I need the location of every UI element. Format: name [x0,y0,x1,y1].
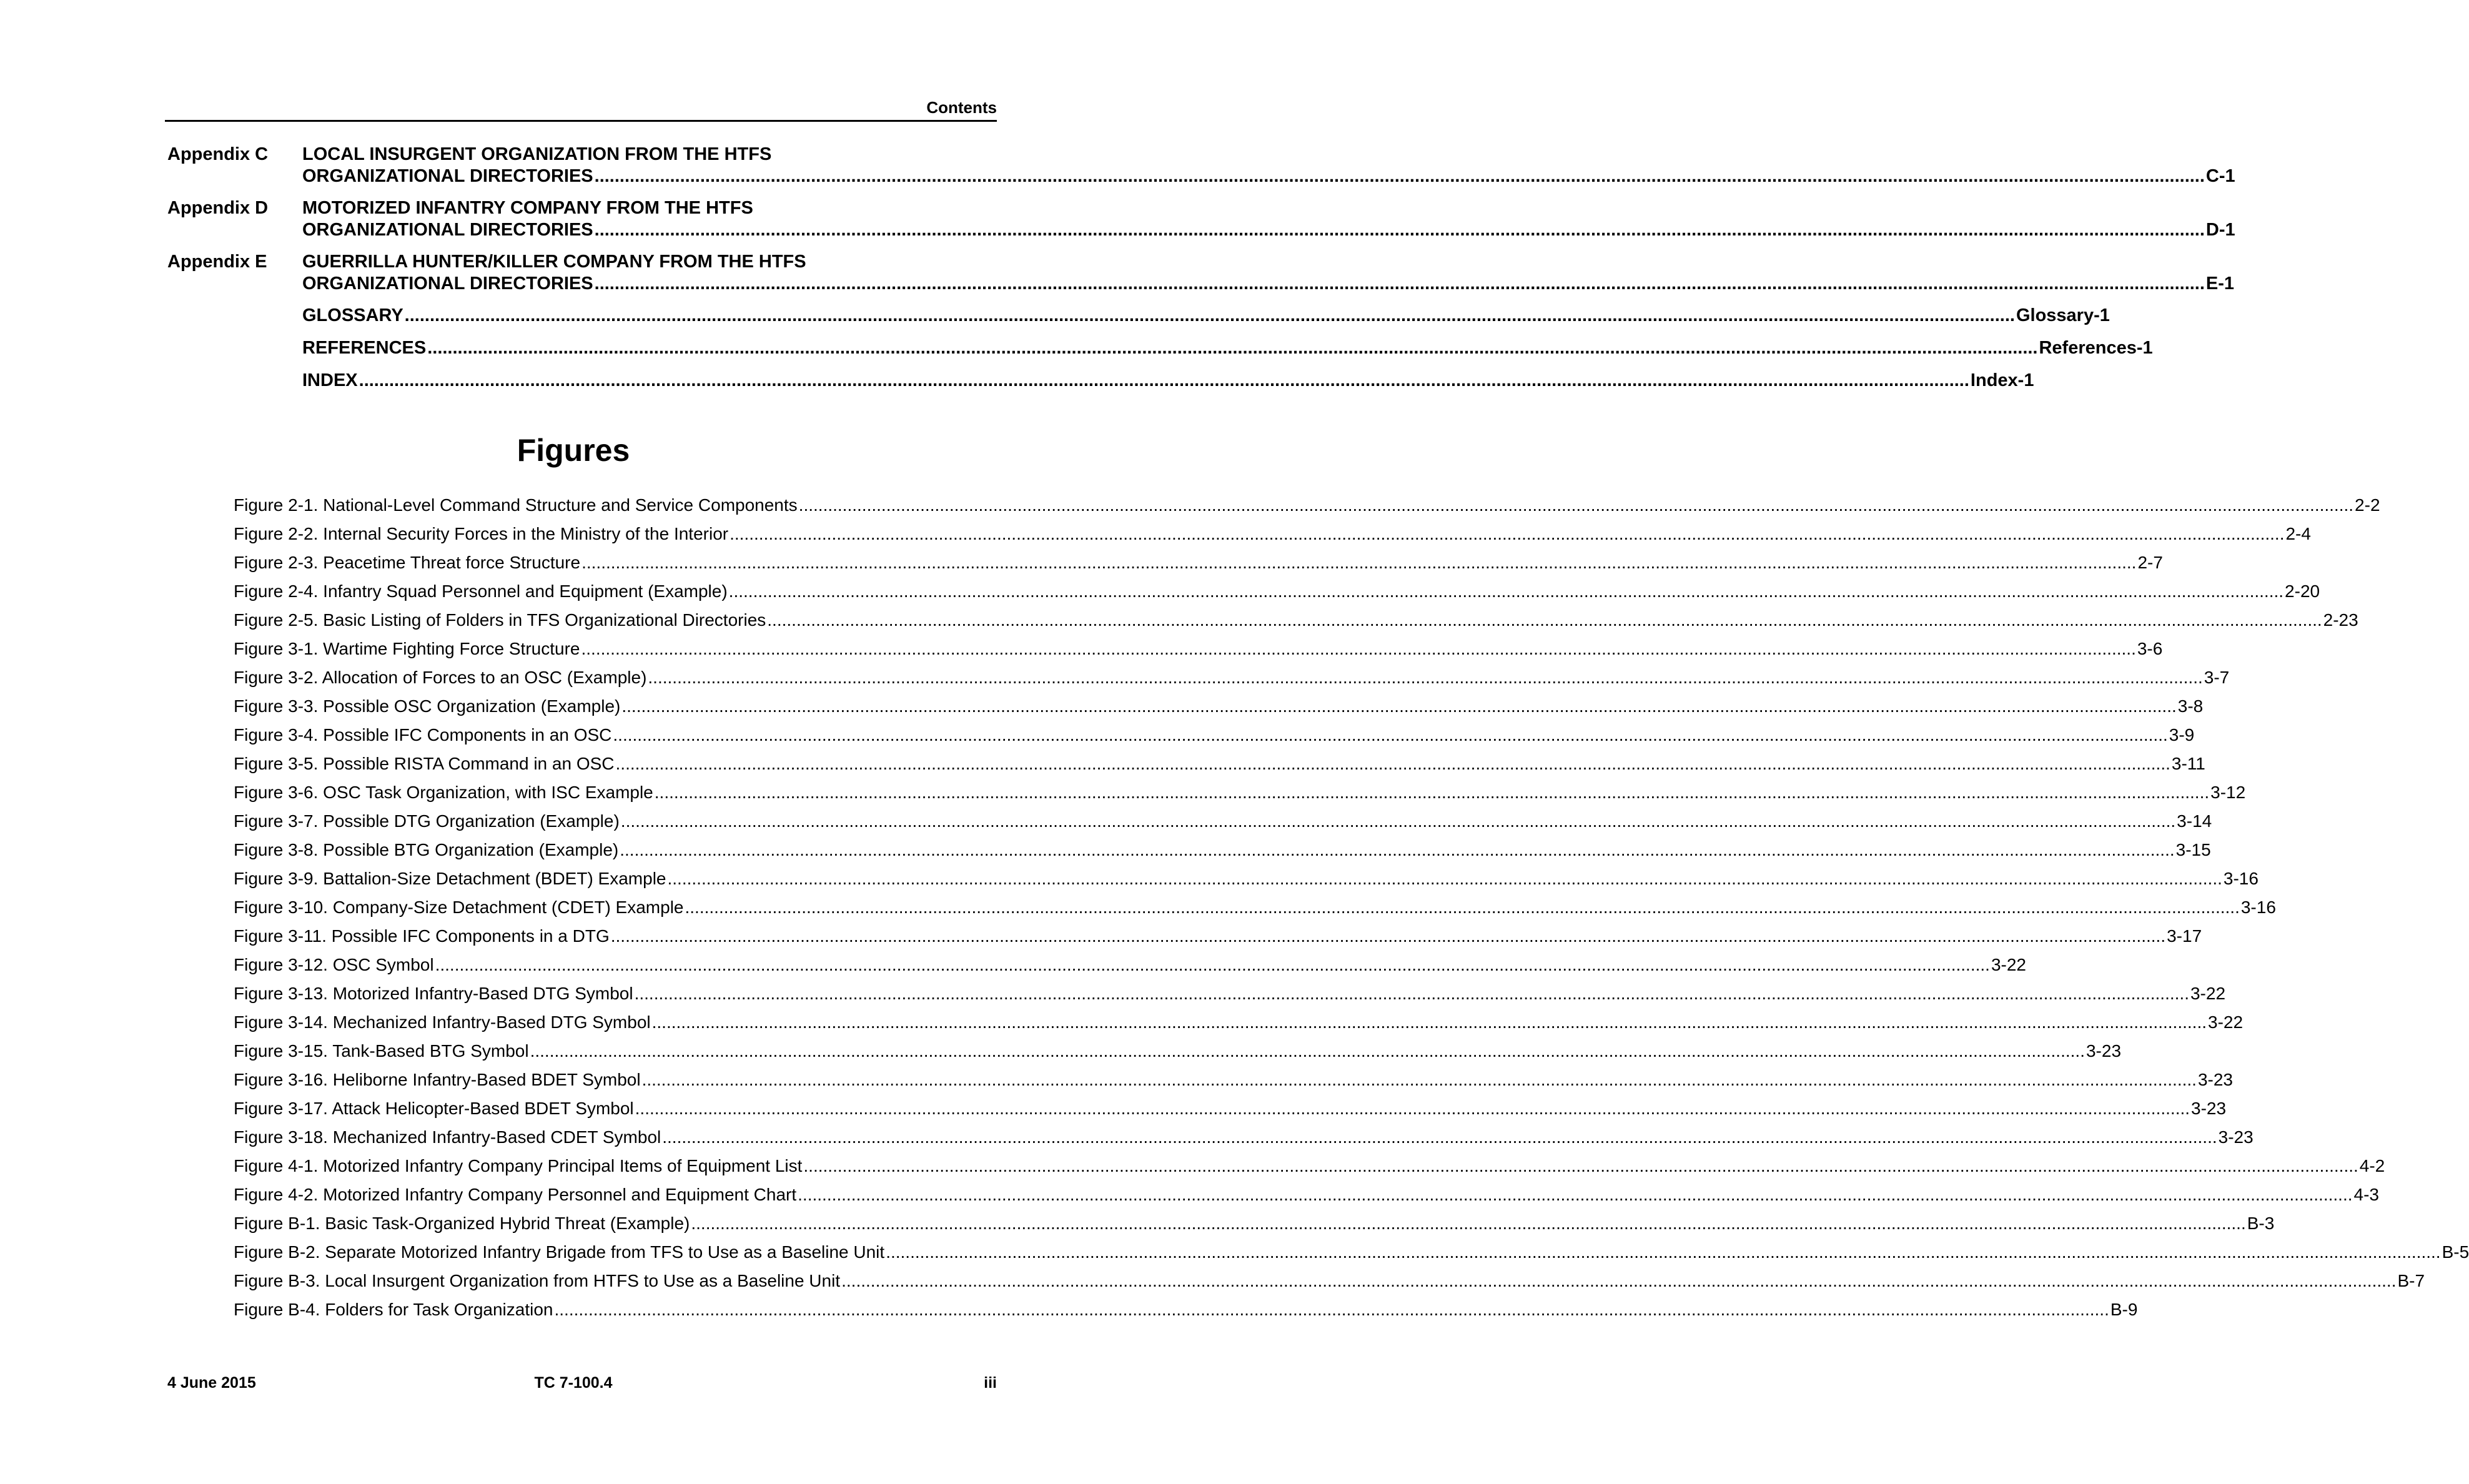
dot-leader [662,1123,2217,1152]
dot-leader [611,922,2165,951]
dot-leader [581,635,2135,663]
footer-doc-id: TC 7-100.4 [534,1374,613,1392]
figure-title: Figure 3-10. Company-Size Detachment (CDET) Example [234,898,684,917]
figure-page-number: 2-7 [2137,553,2163,572]
figure-title: Figure 3-17. Attack Helicopter-Based BDET Symbol [234,1099,634,1118]
figure-entry[interactable] [234,548,2163,577]
footer-date: 4 June 2015 [167,1374,256,1392]
appendix-title-line2: ORGANIZATIONAL DIRECTORIES [302,220,593,240]
dot-leader [595,273,2205,295]
appendix-title-line1: MOTORIZED INFANTRY COMPANY FROM THE HTFS [302,198,753,218]
figure-title: Figure 2-3. Peacetime Threat force Structure [234,553,581,572]
figure-title: Figure 3-9. Battalion-Size Detachment (BDET) Example [234,869,666,888]
figure-page-number: 4-2 [2359,1156,2385,1175]
figure-entry[interactable] [234,893,2276,922]
figure-page-number: B-9 [2110,1300,2138,1319]
appendix-label: Appendix D [167,198,269,218]
figure-title: Figure 3-18. Mechanized Infantry-Based CDET Symbol [234,1127,661,1147]
dot-leader [691,1209,2245,1238]
figure-title: Figure B-4. Folders for Task Organization [234,1300,553,1319]
dot-leader [554,1295,2109,1324]
figure-title: Figure 3-4. Possible IFC Components in an OSC [234,725,612,744]
figure-entry[interactable] [234,635,2163,663]
dot-leader [767,606,2322,635]
figure-title: Figure 2-4. Infantry Squad Personnel and Equipment (Example) [234,581,728,601]
figure-title: Figure 4-1. Motorized Infantry Company Principal Items of Equipment List [234,1156,803,1175]
figure-title: Figure 3-13. Motorized Infantry-Based DTG Symbol [234,984,633,1003]
figure-page-number: 2-20 [2285,581,2320,601]
figure-title: Figure 3-2. Allocation of Forces to an OSC (Example) [234,668,647,687]
dot-leader [621,692,2176,721]
figure-title: Figure 3-3. Possible OSC Organization (Example) [234,696,621,716]
page-number: Index-1 [1970,370,2034,390]
figure-page-number: 3-23 [2086,1041,2122,1061]
dot-leader [595,166,2205,187]
dot-leader [435,951,1990,979]
figure-page-number: 3-16 [2240,898,2276,917]
figure-page-number: 3-9 [2169,725,2195,744]
dot-leader [729,577,2283,606]
figure-entry[interactable] [234,1295,2138,1324]
figure-entry[interactable] [234,663,2230,692]
toc-title: GLOSSARY [302,305,403,325]
page-number: D-1 [2205,220,2235,240]
dot-leader [886,1238,2440,1267]
figure-page-number: 3-8 [2177,696,2204,716]
figure-entry[interactable] [234,1008,2244,1037]
figure-title: Figure 3-7. Possible DTG Organization (Example) [234,811,620,831]
dot-leader [595,219,2205,241]
appendix-title-line1: LOCAL INSURGENT ORGANIZATION FROM THE HTFS [302,144,772,164]
dot-leader [730,520,2284,548]
figure-page-number: B-5 [2442,1242,2469,1262]
figure-page-number: 3-22 [2208,1012,2244,1032]
dot-leader [655,778,2209,807]
page-number: Glossary-1 [2016,305,2110,325]
header-rule [165,120,997,122]
dot-leader [668,864,2222,893]
figure-entry[interactable] [234,721,2195,749]
dot-leader [359,370,1969,392]
toc-entry-index[interactable] [302,370,2034,392]
figure-entry[interactable] [234,1152,2385,1180]
figure-entry[interactable] [234,749,2205,778]
figure-entry[interactable] [234,1267,2425,1295]
figure-page-number: 3-22 [2190,984,2226,1003]
figure-entry[interactable] [234,807,2212,836]
toc-entry-appendix-c[interactable] [167,144,2235,187]
figure-page-number: 4-3 [2353,1185,2379,1204]
figure-title: Figure 3-5. Possible RISTA Command in an OSC [234,754,615,773]
figure-page-number: B-3 [2247,1214,2275,1233]
appendix-title-line2: ORGANIZATIONAL DIRECTORIES [302,166,593,186]
figure-title: Figure B-3. Local Insurgent Organization from HTFS to Use as a Baseline Unit [234,1271,841,1290]
dot-leader [799,491,2353,520]
figure-title: Figure 3-14. Mechanized Infantry-Based DTG Symbol [234,1012,651,1032]
toc-title: REFERENCES [302,338,427,358]
figure-page-number: 3-6 [2137,639,2163,658]
figure-entry[interactable] [234,836,2211,864]
figure-entry[interactable] [234,692,2204,721]
figure-title: Figure 2-1. National-Level Command Structure and Service Components [234,495,798,515]
figure-page-number: 3-23 [2191,1099,2227,1118]
page-number: C-1 [2205,166,2235,186]
dot-leader [405,305,2015,327]
toc-entry-appendix-e[interactable] [167,251,2235,295]
dot-leader [803,1152,2358,1180]
figure-entry[interactable] [234,922,2202,951]
figure-page-number: 2-4 [2285,524,2311,543]
figure-entry[interactable] [234,979,2226,1008]
figure-page-number: B-7 [2397,1271,2425,1290]
dot-leader [648,663,2202,692]
figure-title: Figure B-2. Separate Motorized Infantry Brigade from TFS to Use as a Baseline Unit [234,1242,885,1262]
figure-title: Figure 3-8. Possible BTG Organization (Example) [234,840,619,859]
appendix-title-line2: ORGANIZATIONAL DIRECTORIES [302,274,593,294]
figure-page-number: 2-23 [2323,610,2358,630]
figure-entry[interactable] [234,778,2246,807]
figure-entry[interactable] [234,606,2358,635]
figure-entry[interactable] [234,1123,2254,1152]
toc-entry-glossary[interactable] [302,305,2110,327]
figure-title: Figure 3-1. Wartime Fighting Force Structure [234,639,580,658]
dot-leader [798,1180,2352,1209]
dot-leader [616,749,2170,778]
figure-entry[interactable] [234,864,2259,893]
figures-heading: Figures [517,433,630,468]
dot-leader [427,337,2037,359]
figure-entry[interactable] [234,1238,2469,1267]
figure-page-number: 3-12 [2210,783,2246,802]
figure-entry[interactable] [234,520,2311,548]
appendix-title-line1: GUERRILLA HUNTER/KILLER COMPANY FROM THE HTFS [302,252,806,272]
figure-entry[interactable] [234,1094,2227,1123]
toc-entry-appendix-d[interactable] [167,197,2235,241]
dot-leader [581,548,2136,577]
dot-leader [530,1037,2085,1066]
figure-page-number: 3-23 [2218,1127,2254,1147]
dot-leader [642,1066,2197,1094]
figure-page-number: 3-14 [2177,811,2212,831]
figure-entry[interactable] [234,577,2320,606]
figure-title: Figure B-1. Basic Task-Organized Hybrid Threat (Example) [234,1214,690,1233]
figure-title: Figure 3-15. Tank-Based BTG Symbol [234,1041,529,1061]
figure-title: Figure 2-2. Internal Security Forces in the Ministry of the Interior [234,524,729,543]
toc-entry-references[interactable] [302,337,2153,359]
figure-entry[interactable] [234,491,2380,520]
toc-title: INDEX [302,370,358,390]
dot-leader [620,836,2174,864]
contents-list [167,144,2235,402]
figure-entry[interactable] [234,1066,2233,1094]
dot-leader [652,1008,2207,1037]
running-header: Contents [926,98,997,117]
page-number: E-1 [2205,274,2235,294]
dot-leader [621,807,2175,836]
figure-page-number: 3-16 [2223,869,2259,888]
figure-title: Figure 3-11. Possible IFC Components in a DTG [234,926,610,946]
figure-entry[interactable] [234,1037,2122,1066]
figure-page-number: 3-7 [2204,668,2230,687]
figure-entry[interactable] [234,1209,2275,1238]
appendix-label: Appendix E [167,252,267,272]
figure-entry[interactable] [234,1180,2379,1209]
appendix-label: Appendix C [167,144,269,164]
dot-leader [841,1267,2396,1295]
figures-list [234,491,2469,1324]
figure-page-number: 3-23 [2197,1070,2233,1089]
dot-leader [613,721,2167,749]
dot-leader [685,893,2239,922]
figure-entry[interactable] [234,951,2026,979]
figure-title: Figure 3-16. Heliborne Infantry-Based BDET Symbol [234,1070,641,1089]
figure-page-number: 3-17 [2167,926,2202,946]
figure-title: Figure 4-2. Motorized Infantry Company Personnel and Equipment Chart [234,1185,797,1204]
figure-page-number: 3-22 [1991,955,2026,974]
figure-title: Figure 3-12. OSC Symbol [234,955,434,974]
figure-page-number: 3-11 [2171,754,2205,773]
figure-page-number: 3-15 [2175,840,2211,859]
footer-page-number: iii [984,1374,997,1392]
page-number: References-1 [2039,338,2153,358]
dot-leader [635,979,2189,1008]
figure-title: Figure 3-6. OSC Task Organization, with ISC Example [234,783,653,802]
figure-page-number: 2-2 [2355,495,2380,515]
figure-title: Figure 2-5. Basic Listing of Folders in TFS Organizational Directories [234,610,766,630]
dot-leader [635,1094,2190,1123]
